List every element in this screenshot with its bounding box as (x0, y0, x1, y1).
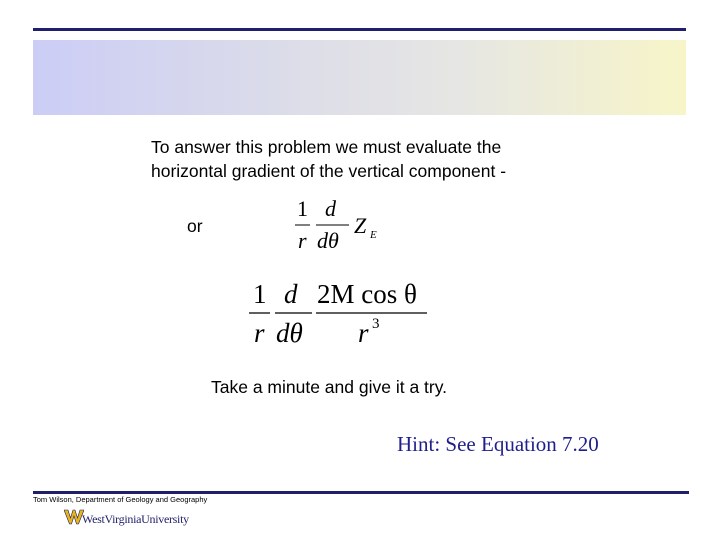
eq1-var-z: Z (354, 213, 367, 238)
hint-text: Hint: See Equation 7.20 (397, 432, 599, 456)
problem-line-1: To answer this problem we must evaluate the (151, 137, 502, 157)
eq2-num-1: 1 (253, 279, 267, 309)
footer-credit: Tom Wilson, Department of Geology and Geography (33, 495, 208, 504)
wvu-logo-text: WestVirginiaUniversity (82, 512, 189, 526)
equation-gradient-dipole (246, 276, 436, 351)
eq2-den-dtheta: dθ (276, 318, 303, 348)
try-prompt: Take a minute and give it a try. (211, 377, 448, 397)
title-band (33, 40, 686, 115)
problem-statement (151, 135, 611, 183)
eq2-num-d: d (284, 279, 298, 309)
eq2-den-r: r (254, 318, 265, 348)
eq1-num-1: 1 (297, 196, 308, 221)
eq1-den-r: r (298, 228, 307, 253)
wvu-logo-icon (64, 509, 84, 525)
top-rule (33, 28, 686, 31)
eq1-num-d: d (325, 196, 336, 221)
equation-gradient-z (292, 195, 387, 255)
eq1-sub-e: E (370, 229, 377, 241)
problem-line-2: horizontal gradient of the vertical component - (151, 161, 507, 181)
eq1-den-dtheta: dθ (317, 228, 339, 253)
eq2-den-r3: r (358, 318, 369, 348)
eq2-num-dipole: 2M cos θ (317, 279, 417, 309)
bottom-rule (33, 491, 689, 494)
eq2-exp-3: 3 (372, 316, 380, 332)
or-label: or (187, 216, 203, 236)
